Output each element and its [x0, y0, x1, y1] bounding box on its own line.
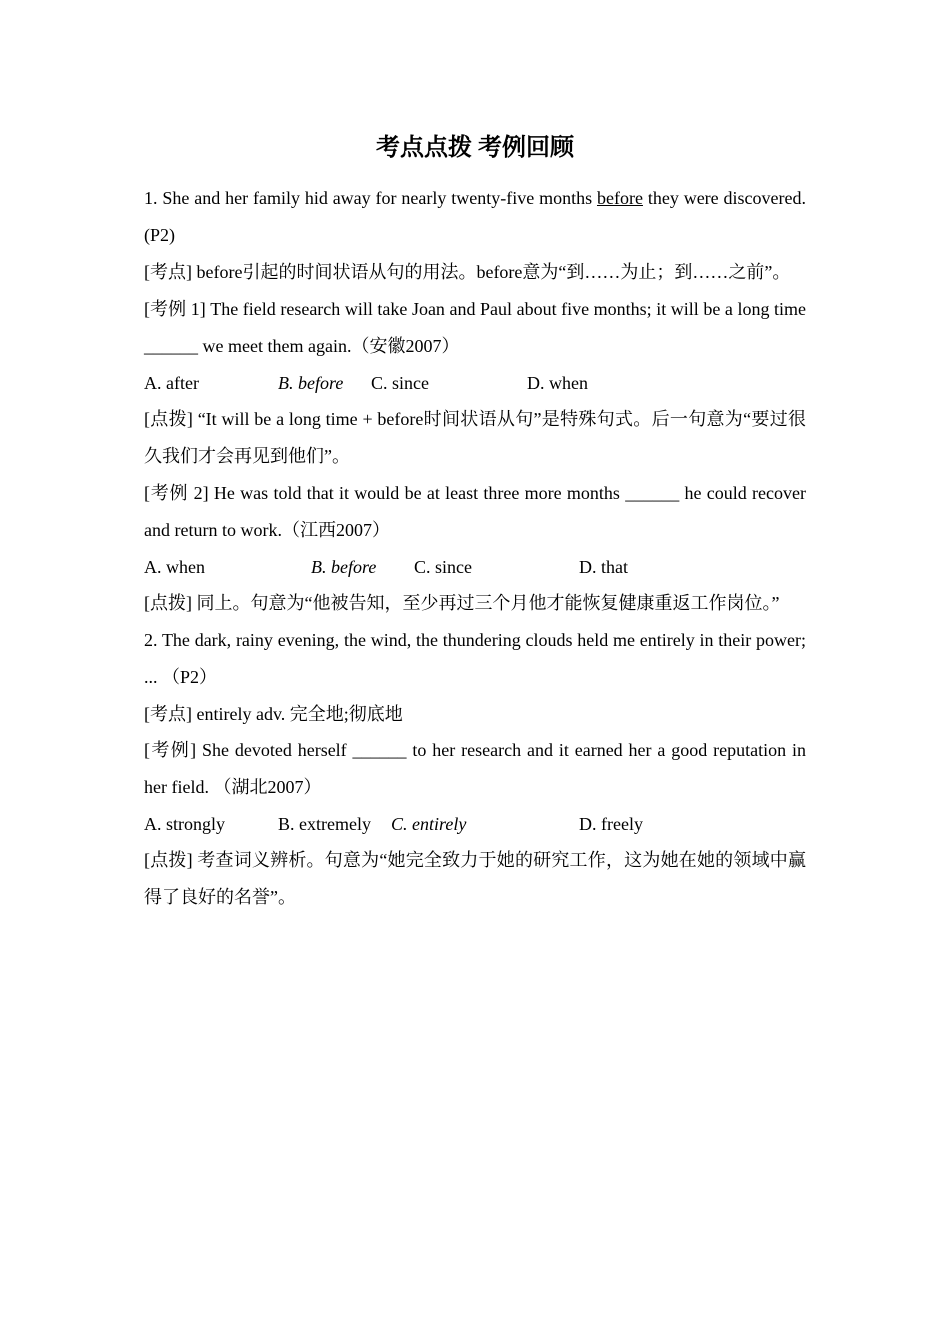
option-c: C. since: [371, 373, 429, 393]
question-1-text-b: they were discovered. (P2): [144, 188, 807, 245]
option-a: A. strongly: [144, 814, 225, 834]
kaodian-1: [考点] before引起的时间状语从句的用法。before意为“到……为止；到……之前”。: [144, 262, 791, 282]
option-a: A. after: [144, 373, 199, 393]
question-2: 2. The dark, rainy evening, the wind, the thundering clouds held me entirely in their power; ... （P2）: [144, 630, 806, 687]
dianbo-1: [点拨] “It will be a long time + before时间状语从句”是特殊句式。后一句意为“要过很久我们才会再见到他们”。: [144, 409, 806, 466]
underlined-word: before: [596, 188, 643, 208]
example-3-options: [144, 806, 806, 842]
question-1-text-a: 1. She and her family hid away for nearly twenty-five months: [144, 188, 597, 208]
option-a: A. when: [144, 557, 205, 577]
example-1-options: [144, 365, 806, 401]
document-page: [144, 130, 806, 916]
option-c-answer: C. entirely: [391, 814, 467, 834]
option-b-answer: B. before: [278, 373, 344, 393]
option-c: C. since: [414, 557, 472, 577]
option-d: D. freely: [579, 814, 643, 834]
example-3: [考例] She devoted herself ______ to her research and it earned her a good reputation in her field. （湖北2007）: [144, 740, 806, 797]
example-1: [考例 1] The field research will take Joan and Paul about five months; it will be a long time ______ we meet them again.（安徽2007）: [144, 299, 806, 356]
option-b-answer: B. before: [311, 557, 377, 577]
option-b: B. extremely: [278, 814, 371, 834]
page-title: 考点点拨 考例回顾: [376, 135, 574, 161]
question-1: [144, 180, 806, 254]
kaodian-2: [考点] entirely adv. 完全地;彻底地: [144, 704, 403, 724]
dianbo-3: [点拨] 考查词义辨析。句意为“她完全致力于她的研究工作，这为她在她的领域中赢得了良好的名誉”。: [144, 850, 806, 907]
example-2: [考例 2] He was told that it would be at least three more months ______ he could recover and return to work.（江西2007）: [144, 483, 806, 540]
dianbo-2: [点拨] 同上。句意为“他被告知，至少再过三个月他才能恢复健康重返工作岗位。”: [144, 593, 780, 613]
option-d: D. that: [579, 557, 628, 577]
example-2-options: [144, 549, 806, 585]
option-d: D. when: [527, 373, 588, 393]
